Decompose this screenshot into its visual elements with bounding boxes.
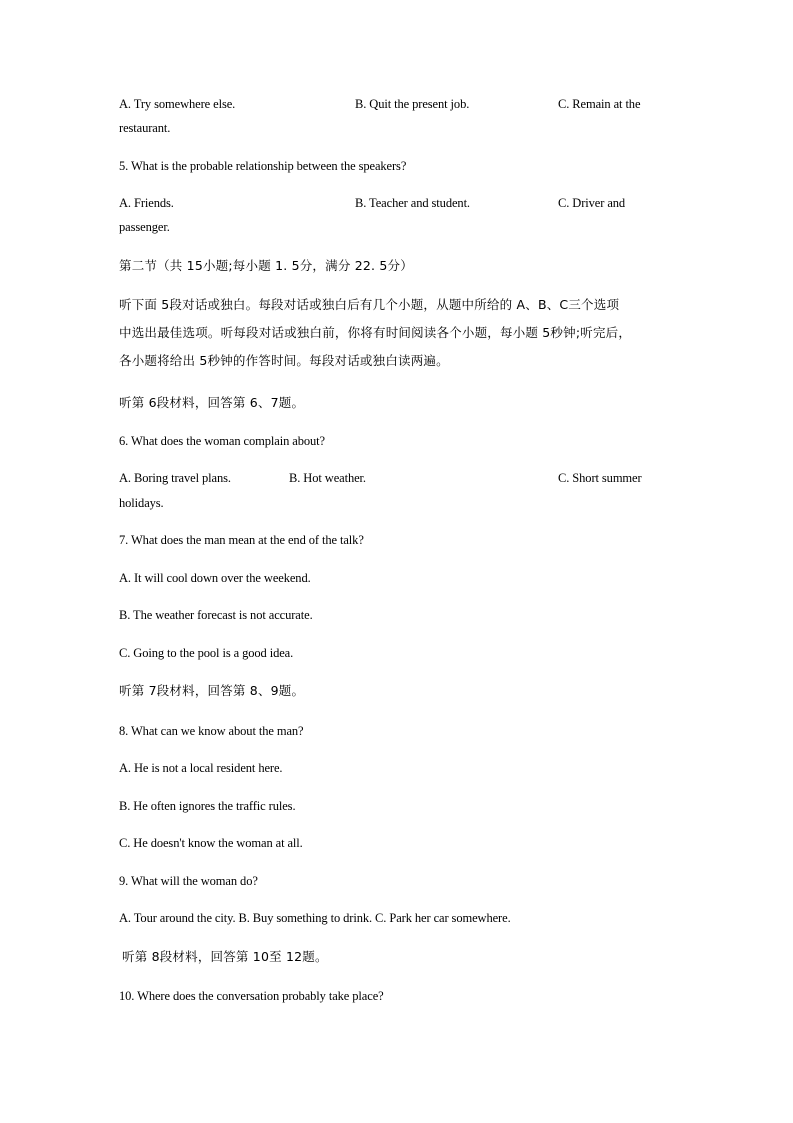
q8-option-a: A. He is not a local resident here. [119, 761, 283, 775]
q5-options-row [0, 195, 793, 211]
q4-option-c: C. Remain at the [558, 97, 641, 111]
q6-option-c-continuation: holidays. [119, 496, 164, 510]
q4-option-b: B. Quit the present job. [355, 97, 470, 111]
section2-instructions-line-1: 听下面 5段对话或独白。每段对话或独白后有几个小题，从题中所给的 A、B、C三个选项 [119, 297, 620, 312]
q5-option-a: A. Friends. [119, 196, 174, 210]
q7-option-c: C. Going to the pool is a good idea. [119, 646, 294, 660]
q8-question: 8. What can we know about the man? [119, 724, 304, 738]
q5-option-c-continuation: passenger. [119, 220, 170, 234]
q4-option-a: A. Try somewhere else. [119, 97, 236, 111]
section2-instructions-line-2: 中选出最佳选项。听每段对话或独白前，你将有时间阅读各个小题，每小题 5秒钟;听完后， [119, 325, 632, 340]
q9-options: A. Tour around the city. B. Buy something to drink. C. Park her car somewhere. [119, 911, 511, 925]
q6-option-a: A. Boring travel plans. [119, 471, 231, 485]
q6-option-c: C. Short summer [558, 471, 642, 485]
material8-header: 听第 8段材料，回答第 10至 12题。 [122, 949, 328, 964]
q10-question: 10. Where does the conversation probably take place? [119, 989, 384, 1003]
q5-option-c: C. Driver and [558, 196, 626, 210]
q6-option-b: B. Hot weather. [289, 471, 366, 485]
q7-option-a: A. It will cool down over the weekend. [119, 571, 311, 585]
q5-question: 5. What is the probable relationship between the speakers? [119, 159, 407, 173]
q7-question: 7. What does the man mean at the end of the talk? [119, 533, 364, 547]
q8-option-c: C. He doesn't know the woman at all. [119, 836, 303, 850]
section2-heading: 第二节（共 15小题;每小题 1. 5分，满分 22. 5分） [119, 258, 413, 273]
section2-instructions-line-3: 各小题将给出 5秒钟的作答时间。每段对话或独白读两遍。 [119, 353, 449, 368]
q4-options-row [0, 96, 793, 112]
q6-question: 6. What does the woman complain about? [119, 434, 325, 448]
q7-option-b: B. The weather forecast is not accurate. [119, 608, 313, 622]
q6-options-row [0, 470, 793, 486]
q9-question: 9. What will the woman do? [119, 874, 258, 888]
q4-option-c-continuation: restaurant. [119, 121, 171, 135]
material7-header: 听第 7段材料，回答第 8、9题。 [119, 683, 305, 698]
q5-option-b: B. Teacher and student. [355, 196, 470, 210]
q8-option-b: B. He often ignores the traffic rules. [119, 799, 296, 813]
material6-header: 听第 6段材料，回答第 6、7题。 [119, 395, 305, 410]
